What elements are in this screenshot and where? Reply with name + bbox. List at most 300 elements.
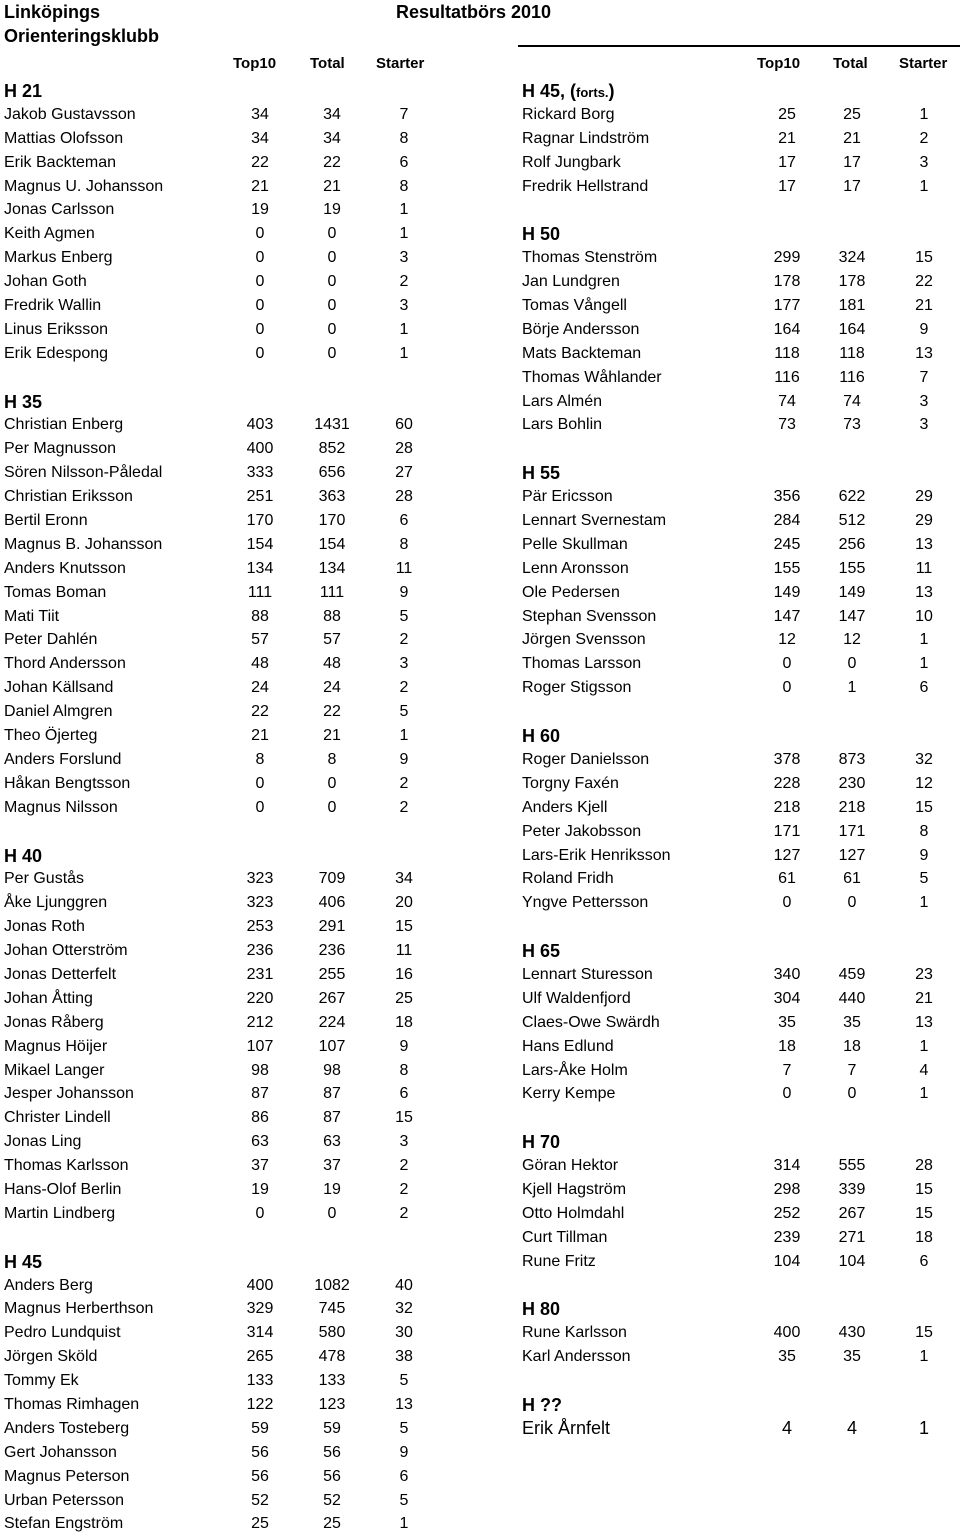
total-points: 8 [327,750,337,768]
total-points: 35 [843,1013,861,1031]
total-points: 73 [843,416,861,434]
column-header-starter: Starter [376,55,425,72]
top10-points: 0 [782,679,792,697]
total-points: 218 [838,798,866,816]
total-points: 0 [327,225,337,243]
total-points: 267 [838,1204,866,1222]
top10-points: 56 [251,1443,269,1461]
blank-row [518,437,960,461]
result-row [518,581,960,605]
total-points: 34 [323,129,341,147]
starts-count: 23 [915,965,933,983]
starts-count: 28 [395,440,413,458]
starts-count: 30 [395,1324,413,1342]
result-row [518,676,960,700]
club-name-line2: Orienteringsklubb [4,26,160,46]
top10-points: 116 [774,368,800,386]
total-points: 0 [327,774,337,792]
runner-name: Magnus Höijer [4,1037,108,1055]
result-row [4,103,444,127]
total-points: 104 [838,1252,866,1270]
result-row [518,1011,960,1035]
total-points: 127 [838,846,866,864]
top10-points: 155 [773,559,801,577]
starts-count: 6 [919,1252,929,1270]
total-points: 267 [318,989,346,1007]
result-row [518,1059,960,1083]
top10-points: 111 [247,583,273,601]
column-headers-left [4,53,444,75]
class-heading-text: H 45 [4,1251,43,1272]
runner-name: Håkan Bengtsson [4,774,131,792]
runner-name: Gert Johansson [4,1443,117,1461]
result-row [4,628,444,652]
runner-name: Lars Bohlin [522,416,603,434]
runner-name: Johan Källsand [4,679,114,697]
result-row [4,557,444,581]
top10-points: 24 [251,679,269,697]
result-row [4,342,444,366]
top10-points: 59 [251,1419,269,1437]
result-row [4,1011,444,1035]
runner-name: Jesper Johansson [4,1085,134,1103]
result-row [4,987,444,1011]
result-row [4,198,444,222]
starts-count: 11 [395,559,413,577]
runner-name: Jonas Detterfelt [4,965,117,983]
top10-points: 48 [251,655,269,673]
starts-count: 1 [919,631,929,649]
runner-name: Pelle Skullman [522,535,628,553]
runner-name: Johan Goth [4,273,87,291]
starts-count: 1 [919,1348,929,1366]
starts-count: 2 [399,631,409,649]
club-name [4,0,159,48]
class-heading-label [522,724,560,749]
total-points: 0 [327,273,337,291]
top10-points: 400 [773,1324,801,1342]
result-row [518,1178,960,1202]
total-points: 440 [838,989,866,1007]
starts-count: 6 [399,512,409,530]
top10-points: 86 [251,1109,269,1127]
runner-name: Peter Dahlén [4,631,98,649]
runner-name: Rolf Jungbark [522,153,621,171]
runner-name: Per Gustås [4,870,85,888]
column-header-total: Total [310,55,345,72]
result-row [518,1154,960,1178]
runner-name: Urban Petersson [4,1491,125,1509]
top10-points: 19 [251,201,269,219]
class-heading-text: H 70 [522,1132,561,1153]
runner-name: Erik Edespong [4,344,109,362]
total-points: 622 [838,488,866,506]
runner-name: Ole Pedersen [522,583,620,601]
runner-name: Bertil Eronn [4,512,88,530]
result-row [518,1250,960,1274]
total-points: 123 [318,1395,346,1413]
total-points: 478 [318,1348,346,1366]
runner-name: Jonas Råberg [4,1013,104,1031]
result-row [518,390,960,414]
result-row [4,1369,444,1393]
runner-name: Pär Ericsson [522,488,613,506]
total-points: 21 [323,727,341,745]
result-row [518,318,960,342]
starts-count: 34 [395,870,413,888]
runner-name: Anders Berg [4,1276,93,1294]
top10-points: 0 [782,1085,792,1103]
top10-points: 304 [773,989,801,1007]
starts-count: 2 [399,1204,409,1222]
result-row [4,748,444,772]
total-points: 25 [323,1515,341,1533]
top10-points: 212 [246,1013,274,1031]
class-heading-label [522,1393,562,1418]
runner-name: Ragnar Lindström [522,129,650,147]
total-points: 271 [838,1228,866,1246]
top10-points: 56 [251,1467,269,1485]
starts-count: 28 [395,488,413,506]
class-heading [518,1297,960,1321]
runner-name: Roland Fridh [522,870,614,888]
starts-count: 21 [915,297,933,315]
total-points: 118 [839,344,865,362]
top10-points: 35 [778,1013,796,1031]
total-points: 134 [318,559,346,577]
total-points: 19 [323,1180,341,1198]
total-points: 7 [847,1061,857,1079]
result-row [518,1035,960,1059]
class-heading-text: H 35 [4,391,43,412]
runner-name: Daniel Almgren [4,703,113,721]
result-row [518,1082,960,1106]
starts-count: 1 [399,320,409,338]
total-points: 170 [318,512,346,530]
starts-count: 5 [919,870,929,888]
total-points: 25 [843,105,861,123]
top10-points: 228 [773,774,801,792]
starts-count: 4 [919,1061,929,1079]
total-points: 852 [318,440,346,458]
top10-points: 154 [246,535,274,553]
result-row [518,1321,960,1345]
total-points: 0 [847,655,857,673]
starts-count: 10 [915,607,933,625]
total-points: 0 [327,249,337,267]
result-row [4,1035,444,1059]
starts-count: 7 [919,368,929,386]
top10-points: 34 [251,105,269,123]
starts-count: 9 [399,583,409,601]
total-points: 74 [843,392,861,410]
result-row [518,820,960,844]
class-heading-label [4,390,42,415]
starts-count: 9 [399,750,409,768]
top10-points: 329 [246,1300,274,1318]
column-header-top10: Top10 [757,55,801,72]
blank-row [518,1274,960,1298]
starts-count: 15 [915,798,933,816]
result-row [4,1130,444,1154]
blank-row [4,366,444,390]
result-row [4,175,444,199]
runner-name: Yngve Pettersson [522,894,649,912]
club-name-line1: Linköpings [4,2,100,22]
starts-count: 21 [915,989,933,1007]
class-heading [4,1250,444,1274]
runner-name: Jörgen Sköld [4,1348,98,1366]
class-heading-label [522,79,615,105]
class-heading-text: H 45, ( [522,81,577,101]
top10-points: 333 [246,464,274,482]
runner-name: Börje Andersson [522,320,640,338]
top10-points: 25 [251,1515,269,1533]
total-points: 21 [323,177,341,195]
runner-name: Magnus U. Johansson [4,177,164,195]
top10-points: 52 [251,1491,269,1509]
top10-points: 133 [246,1372,274,1390]
starts-count: 27 [395,464,413,482]
class-heading-label [4,844,42,869]
result-row [518,652,960,676]
starts-count: 18 [395,1013,413,1031]
top10-points: 127 [773,846,801,864]
top10-points: 164 [773,320,801,338]
result-row [4,461,444,485]
total-points: 256 [838,535,866,553]
starts-count: 5 [399,1372,409,1390]
starts-count: 6 [399,1467,409,1485]
runner-name: Linus Eriksson [4,320,109,338]
blank-row [518,700,960,724]
column-header-total: Total [833,55,868,72]
result-row [4,1321,444,1345]
starts-count: 15 [915,1204,933,1222]
result-row [4,724,444,748]
starts-count: 8 [399,177,409,195]
blank-row [518,915,960,939]
starts-count: 3 [919,392,929,410]
total-points: 873 [838,750,866,768]
top10-points: 118 [774,344,800,362]
top10-points: 61 [778,870,796,888]
runner-name: Johan Åtting [4,989,93,1007]
result-row [518,605,960,629]
total-points: 236 [318,942,346,960]
top10-points: 147 [773,607,801,625]
runner-name: Theo Öjerteg [4,727,98,745]
top10-points: 18 [778,1037,796,1055]
top10-points: 22 [251,703,269,721]
result-row [4,1465,444,1489]
starts-count: 2 [399,679,409,697]
starts-count: 13 [915,344,933,362]
class-heading [4,390,444,414]
total-points: 291 [318,918,346,936]
starts-count: 3 [399,297,409,315]
class-heading [518,79,960,103]
result-row [518,151,960,175]
top10-points: 218 [773,798,801,816]
result-row [4,127,444,151]
top10-points: 284 [773,512,801,530]
starts-count: 3 [919,153,929,171]
total-points: 24 [323,679,341,697]
class-heading-text: H 21 [4,81,43,101]
result-row [4,246,444,270]
total-points: 56 [323,1443,341,1461]
top10-points: 107 [246,1037,274,1055]
starts-count: 8 [399,1061,409,1079]
starts-count: 3 [919,416,929,434]
starts-count: 5 [399,607,409,625]
result-row [518,103,960,127]
top10-points: 245 [773,535,801,553]
result-row [4,1178,444,1202]
class-heading-note: forts. [576,85,609,100]
runner-name: Sören Nilsson-Påledal [4,464,163,482]
runner-name: Tommy Ek [4,1372,79,1390]
total-points: 224 [318,1013,346,1031]
total-points: 555 [838,1157,866,1175]
total-points: 63 [323,1133,341,1151]
runner-name: Thomas Stenström [522,249,658,267]
document-title: Resultatbörs 2010 [396,2,552,22]
result-row [518,1417,960,1441]
class-heading-label [522,1130,560,1155]
runner-name: Johan Otterström [4,942,128,960]
starts-count: 1 [919,177,929,195]
result-row [518,485,960,509]
runner-name: Markus Enberg [4,249,113,267]
starts-count: 6 [919,679,929,697]
top10-points: 88 [251,607,269,625]
blank-row [518,198,960,222]
results-column-left [4,79,444,1536]
runner-name: Per Magnusson [4,440,117,458]
runner-name: Stefan Engström [4,1515,124,1533]
total-points: 0 [847,1085,857,1103]
total-points: 56 [323,1467,341,1485]
starts-count: 5 [399,1491,409,1509]
top10-points: 63 [251,1133,269,1151]
total-points: 107 [318,1037,346,1055]
result-row [4,1512,444,1536]
runner-name: Roger Danielsson [522,750,650,768]
result-row [4,509,444,533]
top10-points: 19 [251,1180,269,1198]
result-row [4,1274,444,1298]
result-row [4,939,444,963]
top10-points: 22 [251,153,269,171]
top10-points: 400 [246,440,274,458]
class-heading [518,724,960,748]
top10-points: 4 [781,1417,792,1438]
result-row [518,891,960,915]
total-points: 1431 [314,416,350,434]
starts-count: 40 [395,1276,413,1294]
runner-name: Rune Fritz [522,1252,596,1270]
starts-count: 1 [918,1417,929,1438]
top10-points: 35 [778,1348,796,1366]
result-row [4,533,444,557]
blank-row [518,1106,960,1130]
top10-points: 239 [773,1228,801,1246]
class-heading [4,79,444,103]
runner-name: Mikael Langer [4,1061,105,1079]
runner-name: Peter Jakobsson [522,822,642,840]
runner-name: Lars-Åke Holm [522,1061,628,1079]
top10-points: 177 [773,297,801,315]
starts-count: 1 [399,225,409,243]
class-heading-label [4,1250,42,1275]
result-row [518,628,960,652]
result-row [518,342,960,366]
runner-name: Mattias Olofsson [4,129,124,147]
blank-row [4,820,444,844]
result-row [4,581,444,605]
top10-points: 220 [246,989,274,1007]
starts-count: 1 [919,105,929,123]
class-heading-text: H 80 [522,1299,561,1320]
top10-points: 323 [246,870,274,888]
result-row [518,127,960,151]
top10-points: 253 [246,918,274,936]
starts-count: 15 [915,249,933,267]
result-row [518,772,960,796]
total-points: 656 [318,464,346,482]
starts-count: 15 [395,918,413,936]
total-points: 57 [323,631,341,649]
starts-count: 9 [919,846,929,864]
starts-count: 1 [919,655,929,673]
starts-count: 16 [395,965,413,983]
runner-name: Rickard Borg [522,105,615,123]
result-row [4,1297,444,1321]
result-row [4,1393,444,1417]
starts-count: 11 [395,942,413,960]
runner-name: Jan Lundgren [522,273,620,291]
total-points: 363 [318,488,346,506]
class-heading-label [522,461,560,486]
runner-name: Rune Karlsson [522,1324,627,1342]
total-points: 147 [838,607,866,625]
top10-points: 0 [782,894,792,912]
result-row [4,652,444,676]
runner-name: Christian Enberg [4,416,124,434]
result-row [518,1226,960,1250]
starts-count: 9 [919,320,929,338]
top10-points: 17 [778,153,796,171]
total-points: 406 [318,894,346,912]
starts-count: 3 [399,655,409,673]
total-points: 12 [843,631,861,649]
top10-points: 400 [246,1276,274,1294]
total-points: 87 [323,1085,341,1103]
starts-count: 2 [919,129,929,147]
starts-count: 1 [919,1037,929,1055]
total-points: 255 [318,965,346,983]
result-row [4,772,444,796]
starts-count: 13 [915,583,933,601]
total-points: 61 [843,870,861,888]
top10-points: 236 [246,942,274,960]
total-points: 88 [323,607,341,625]
starts-count: 28 [915,1157,933,1175]
top10-points: 171 [773,822,801,840]
top10-points: 149 [773,583,801,601]
